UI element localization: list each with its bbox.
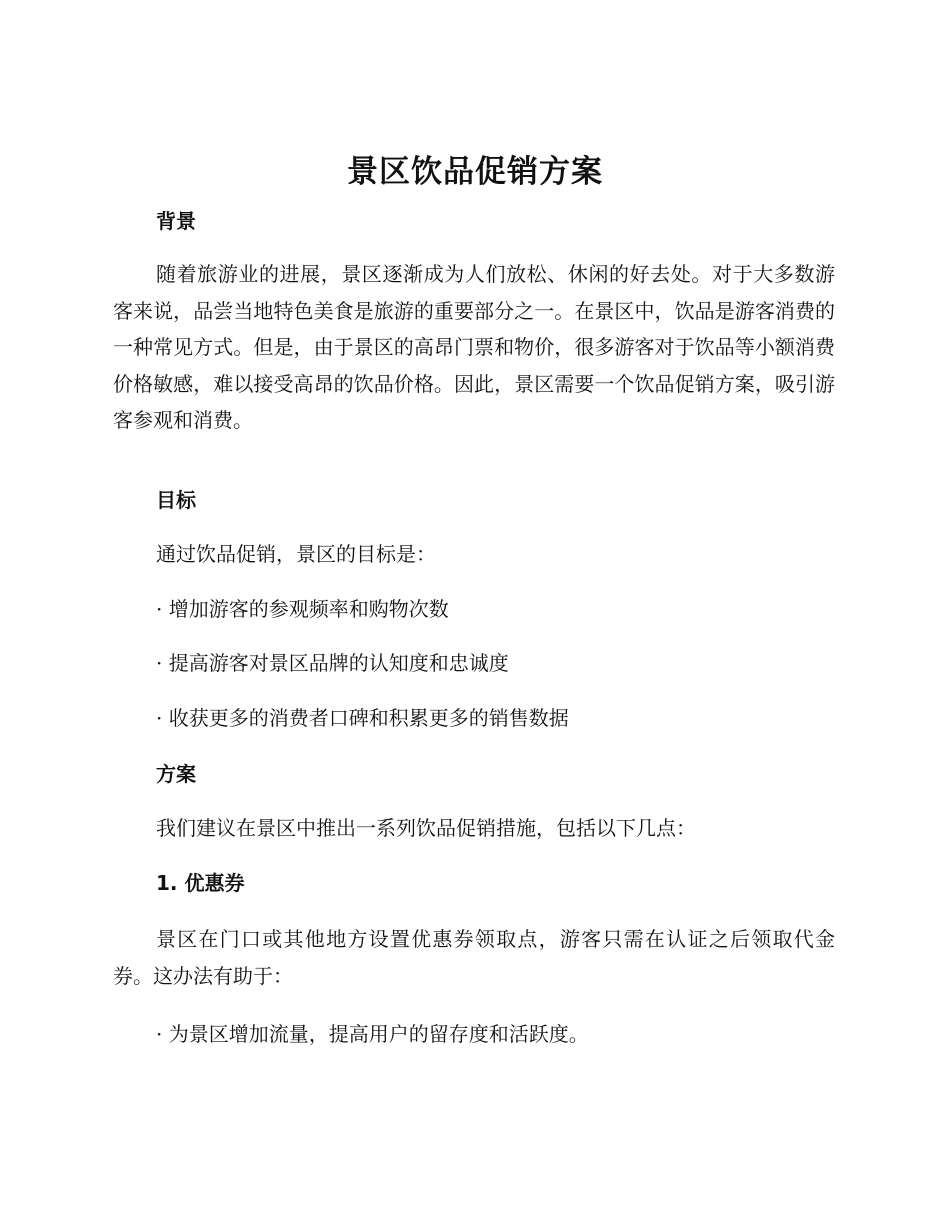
section-heading-plan: 方案 bbox=[156, 762, 196, 786]
goals-list-item: · 收获更多的消费者口碑和积累更多的销售数据 bbox=[156, 706, 569, 730]
coupon-paragraph: 景区在门口或其他地方设置优惠券领取点，游客只需在认证之后领取代金券。这办法有助于： bbox=[113, 927, 835, 988]
background-paragraph: 随着旅游业的进展，景区逐渐成为人们放松、休闲的好去处。对于大多数游客来说，品尝当地特色美食是旅游的重要部分之一。在景区中，饮品是游客消费的一种常见方式。但是，由于景区的高昂门票和物价，很多游客对于饮品等小额消费价格敏感，难以接受高昂的饮品价格。因此，景区需要一个饮品促销方案，吸引游客参观和消费。 bbox=[113, 262, 835, 432]
subsection-heading-coupon: 1. 优惠券 bbox=[156, 871, 245, 895]
coupon-list-item: · 为景区增加流量，提高用户的留存度和活跃度。 bbox=[156, 1022, 589, 1046]
plan-intro: 我们建议在景区中推出一系列饮品促销措施，包括以下几点： bbox=[156, 816, 696, 840]
goals-list-item: · 提高游客对景区品牌的认知度和忠诚度 bbox=[156, 651, 509, 675]
section-heading-goals: 目标 bbox=[156, 488, 196, 512]
section-heading-background: 背景 bbox=[156, 209, 196, 233]
goals-list-item: · 增加游客的参观频率和购物次数 bbox=[156, 597, 449, 621]
goals-intro: 通过饮品促销，景区的目标是： bbox=[156, 542, 436, 566]
document-title: 景区饮品促销方案 bbox=[347, 154, 603, 190]
